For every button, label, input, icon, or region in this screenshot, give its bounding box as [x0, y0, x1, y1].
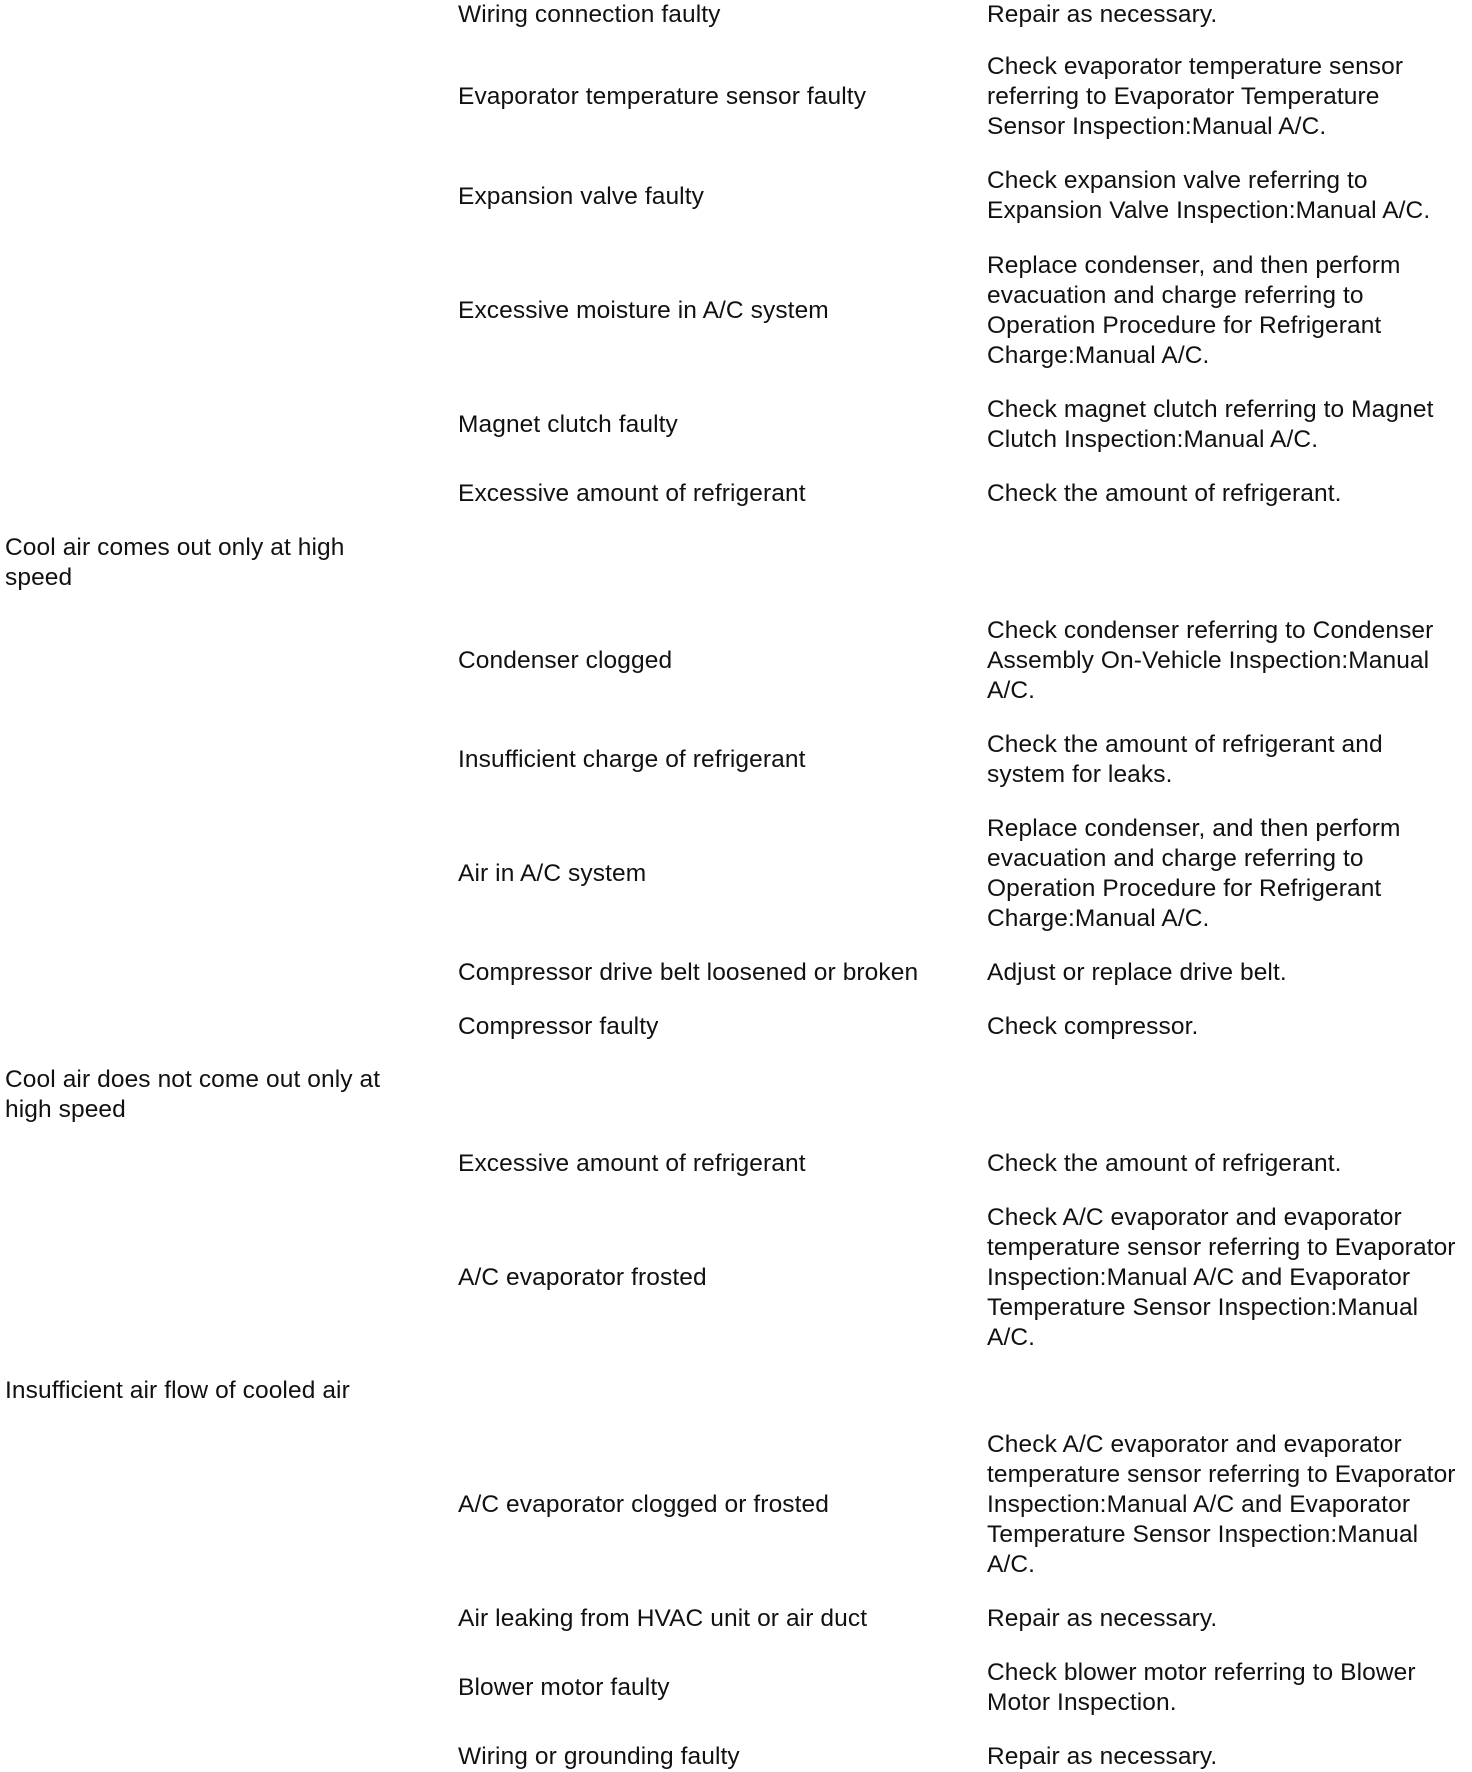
action-text: Check blower motor referring to Blower Motor Inspection.: [987, 1659, 1416, 1716]
symptom-text: Cool air comes out only at high speed: [5, 534, 345, 591]
action-text: Check compressor.: [987, 1013, 1199, 1040]
cause-text: Wiring connection faulty: [458, 1, 721, 28]
action-text: Repair as necessary.: [987, 1605, 1218, 1632]
cause-text: A/C evaporator clogged or frosted: [458, 1491, 830, 1518]
cause-text: Condenser clogged: [458, 647, 673, 674]
cause-text: Expansion valve faulty: [458, 183, 704, 210]
action-text: Check the amount of refrigerant.: [987, 480, 1342, 507]
action-text: Replace condenser, and then perform evacuation and charge referring to Operation Procedure for Refrigerant Charge:Manual A/C.: [987, 252, 1401, 369]
action-text: Adjust or replace drive belt.: [987, 959, 1287, 986]
cause-text: Wiring or grounding faulty: [458, 1743, 740, 1770]
action-text: Replace condenser, and then perform evacuation and charge referring to Operation Procedure for Refrigerant Charge:Manual A/C.: [987, 815, 1401, 932]
cause-text: Air in A/C system: [458, 860, 647, 887]
action-text: Check expansion valve referring to Expansion Valve Inspection:Manual A/C.: [987, 167, 1431, 224]
cause-text: A/C evaporator frosted: [458, 1264, 707, 1291]
cause-text: Magnet clutch faulty: [458, 411, 678, 438]
cause-text: Excessive amount of refrigerant: [458, 480, 806, 507]
action-text: Check A/C evaporator and evaporator temperature sensor referring to Evaporator Inspection:Manual A/C and Evaporator Temperature Sensor Inspection:Manual A/C.: [987, 1431, 1456, 1578]
action-text: Check the amount of refrigerant and system for leaks.: [987, 731, 1383, 788]
cause-text: Excessive amount of refrigerant: [458, 1150, 806, 1177]
action-text: Check A/C evaporator and evaporator temperature sensor referring to Evaporator Inspection:Manual A/C and Evaporator Temperature Sensor Inspection:Manual A/C.: [987, 1204, 1456, 1351]
cause-text: Compressor drive belt loosened or broken: [458, 959, 919, 986]
cause-text: Insufficient charge of refrigerant: [458, 746, 806, 773]
action-text: Repair as necessary.: [987, 1, 1218, 28]
symptom-text: Cool air does not come out only at high speed: [5, 1066, 381, 1123]
action-text: Check evaporator temperature sensor referring to Evaporator Temperature Sensor Inspection:Manual A/C.: [987, 53, 1404, 140]
symptom-text: Insufficient air flow of cooled air: [5, 1377, 350, 1404]
cause-text: Air leaking from HVAC unit or air duct: [458, 1605, 868, 1632]
cause-text: Compressor faulty: [458, 1013, 659, 1040]
cause-text: Blower motor faulty: [458, 1674, 670, 1701]
action-text: Check magnet clutch referring to Magnet Clutch Inspection:Manual A/C.: [987, 396, 1434, 453]
action-text: Repair as necessary.: [987, 1743, 1218, 1770]
cause-text: Excessive moisture in A/C system: [458, 297, 829, 324]
action-text: Check condenser referring to Condenser Assembly On-Vehicle Inspection:Manual A/C.: [987, 617, 1434, 704]
cause-text: Evaporator temperature sensor faulty: [458, 83, 867, 110]
action-text: Check the amount of refrigerant.: [987, 1150, 1342, 1177]
